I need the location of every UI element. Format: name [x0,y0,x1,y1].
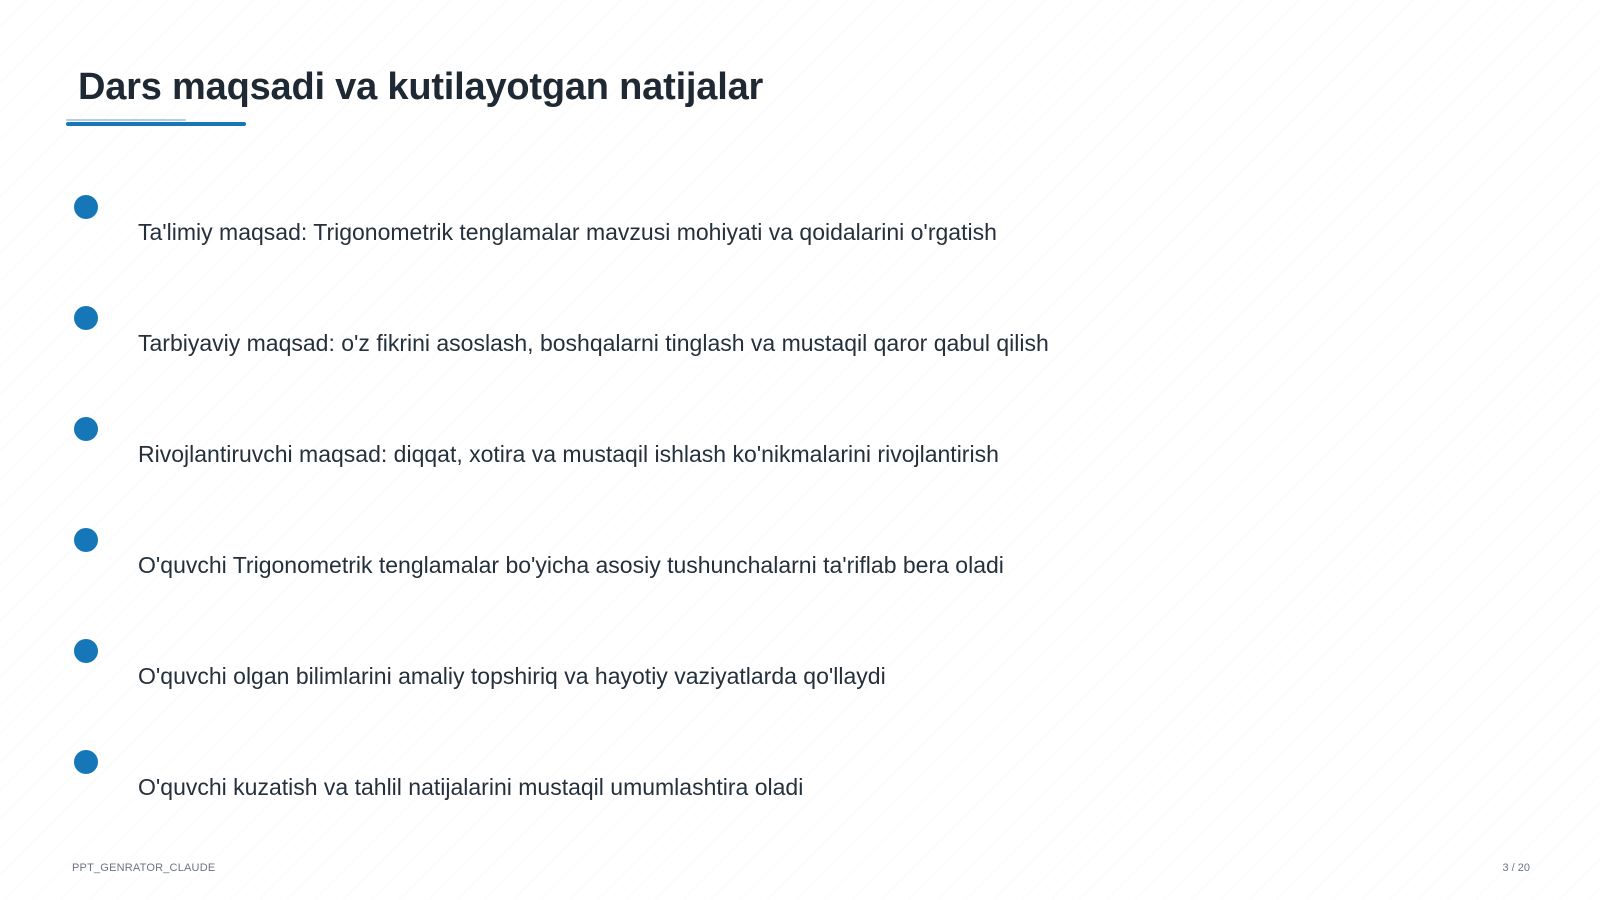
bullet-item [72,417,1472,487]
bullet-item [72,639,1472,709]
bullet-text: Rivojlantiruvchi maqsad: diqqat, xotira va mustaqil ishlash ko'nikmalarini rivojlantirish [138,441,999,467]
bullet-item [72,195,1472,265]
bullet-dot-icon [74,528,98,552]
footer-source-label: PPT_GENRATOR_CLAUDE [72,862,216,874]
bullet-dot-icon [74,750,98,774]
bullet-item [72,306,1472,376]
bullet-text: O'quvchi Trigonometrik tenglamalar bo'yicha asosiy tushunchalarni ta'riflab bera oladi [138,552,1004,578]
bullet-text: O'quvchi olgan bilimlarini amaliy topshiriq va hayotiy vaziyatlarda qo'llaydi [138,663,886,689]
bullet-dot-icon [74,195,98,219]
slide-title: Dars maqsadi va kutilayotgan natijalar [78,66,764,108]
bullet-dot-icon [74,306,98,330]
bullet-item [72,750,1472,820]
page-indicator: 3 / 20 [1502,862,1530,874]
bullet-text: O'quvchi kuzatish va tahlil natijalarini mustaqil umumlashtira oladi [138,774,804,800]
bullet-item [72,528,1472,598]
bullet-dot-icon [74,639,98,663]
bullet-dot-icon [74,417,98,441]
bullet-text: Tarbiyaviy maqsad: o'z fikrini asoslash, boshqalarni tinglash va mustaqil qaror qabul qilish [138,330,1049,356]
bullet-text: Ta'limiy maqsad: Trigonometrik tenglamalar mavzusi mohiyati va qoidalarini o'rgatish [138,219,997,245]
